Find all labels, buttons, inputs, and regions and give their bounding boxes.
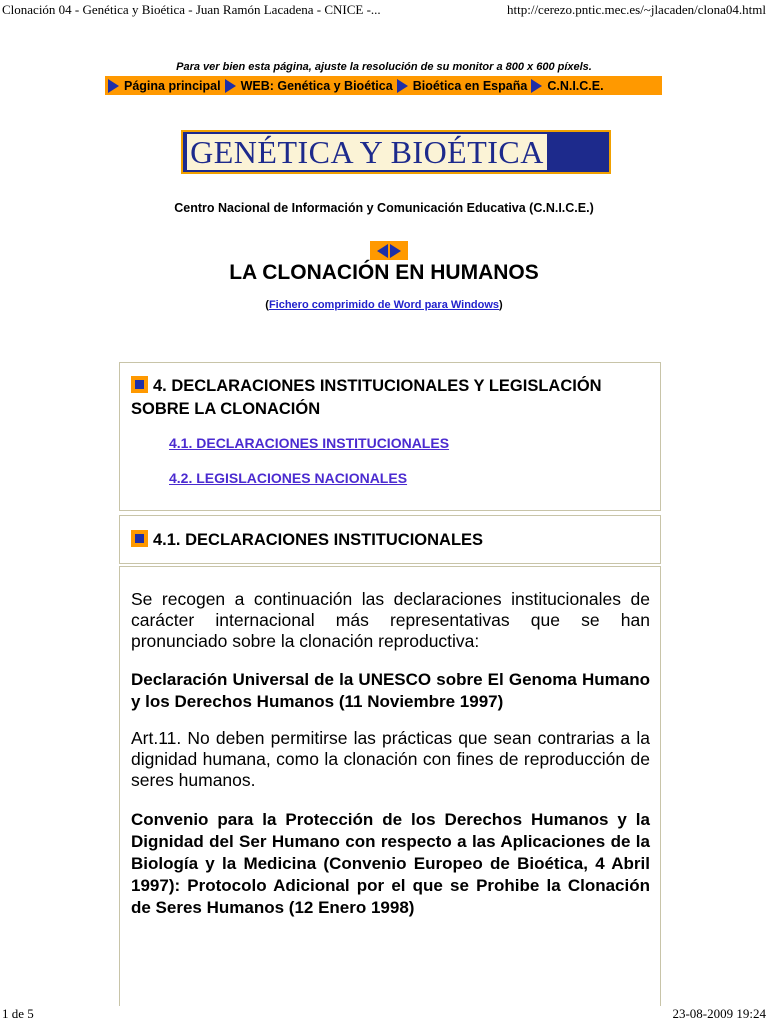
square-bullet-icon [131, 376, 148, 393]
section-4-box [119, 362, 661, 511]
intro-paragraph: Se recogen a continuación las declaraciones institucionales de carácter internacional más representativas que se han pronunciado sobre la clonación reproductiva: [131, 589, 650, 651]
nav-item-pagina-principal[interactable] [105, 79, 221, 93]
section-4-heading-text: 4. DECLARACIONES INSTITUCIONALES Y LEGISLACIÓN SOBRE LA CLONACIÓN [131, 377, 602, 418]
resolution-note: Para ver bien esta página, ajuste la resolución de su monitor a 800 x 600 píxels. [176, 61, 592, 73]
arrow-right-icon [397, 79, 408, 93]
top-navbar [105, 76, 662, 95]
unesco-declaration-title: Declaración Universal de la UNESCO sobre El Genoma Humano y los Derechos Humanos (11 Noviembre 1997) [131, 670, 650, 711]
link-declaraciones-institucionales[interactable]: 4.1. DECLARACIONES INSTITUCIONALES [169, 435, 450, 451]
link-legislaciones-nacionales[interactable]: 4.2. LEGISLACIONES NACIONALES [169, 470, 408, 486]
paren-close: ) [499, 299, 503, 311]
article-11-paragraph: Art.11. No deben permitirse las prácticas que sean contrarias a la dignidad humana, como la clonación con fines de reproducción de seres humanos. [131, 728, 650, 790]
section-4-1-heading-box [119, 515, 661, 564]
print-datetime: 23-08-2009 19:24 [672, 1006, 766, 1021]
paren-open: ( [265, 299, 269, 311]
nav-item-cnice[interactable] [527, 79, 603, 93]
section-4-1-heading-text: 4.1. DECLARACIONES INSTITUCIONALES [153, 531, 484, 549]
nav-item-label[interactable]: Página principal [124, 78, 221, 93]
arrow-right-icon [108, 79, 119, 93]
site-logo-text: GENÉTICA Y BIOÉTICA [187, 134, 547, 170]
section-4-1-heading [131, 529, 651, 552]
institution-name: Centro Nacional de Información y Comunicación Educativa (C.N.I.C.E.) [174, 201, 594, 215]
section-4-heading [131, 375, 651, 421]
print-page-number: 1 de 5 [2, 1006, 34, 1021]
nav-item-label[interactable]: WEB: Genética y Bioética [240, 78, 393, 93]
print-header-url: http://cerezo.pntic.mec.es/~jlacaden/clona04.html [507, 2, 766, 17]
print-header [0, 0, 768, 20]
print-header-title: Clonación 04 - Genética y Bioética - Juan Ramón Lacadena - CNICE -... [2, 2, 381, 17]
prev-next-nav [370, 241, 408, 260]
square-bullet-icon [131, 530, 148, 547]
arrow-right-icon[interactable] [390, 244, 401, 258]
print-footer [0, 1006, 768, 1024]
word-file-link[interactable]: Fichero comprimido de Word para Windows [268, 299, 500, 311]
nav-item-web-genetica[interactable] [221, 79, 393, 93]
section-4-1-content-box [119, 566, 661, 1006]
site-logo [181, 130, 611, 174]
page-title: LA CLONACIÓN EN HUMANOS [229, 261, 539, 284]
nav-item-bioetica-espana[interactable] [393, 79, 528, 93]
arrow-left-icon[interactable] [377, 244, 388, 258]
file-link-line [0, 299, 768, 311]
nav-item-label[interactable]: C.N.I.C.E. [547, 78, 604, 93]
arrow-right-icon [531, 79, 542, 93]
arrow-right-icon [225, 79, 236, 93]
european-convention-title: Convenio para la Protección de los Derechos Humanos y la Dignidad del Ser Humano con respecto a las Aplicaciones de la Biología y la Medicina (Convenio Europeo de Bioética, 4 Abril 1997): Protocolo Adicional por el que se Prohibe la Clonación de Seres Humanos (12 Enero 1998) [131, 810, 650, 917]
nav-item-label[interactable]: Bioética en España [412, 78, 528, 93]
